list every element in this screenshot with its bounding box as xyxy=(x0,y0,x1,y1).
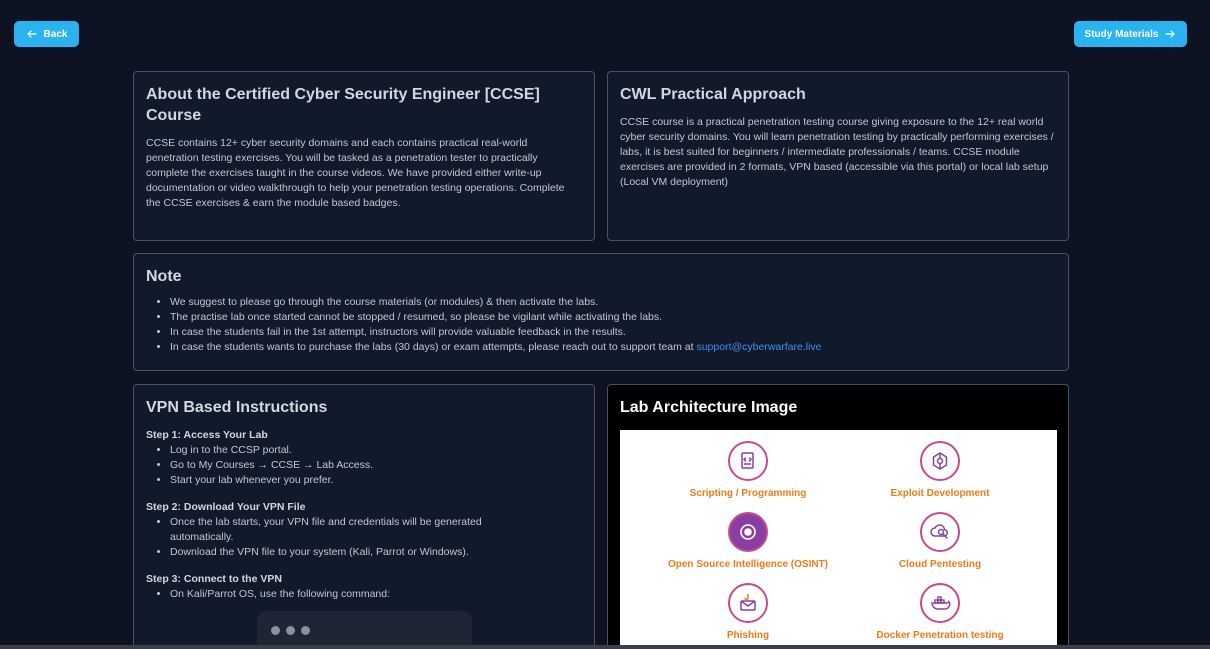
code-document-icon xyxy=(728,441,768,481)
step-1-list xyxy=(146,443,582,488)
arch-item-label: Phishing xyxy=(726,630,770,641)
step-3-title: Step 3: Connect to the VPN xyxy=(146,573,282,585)
note-card xyxy=(133,253,1069,371)
arch-item-phishing xyxy=(648,583,848,641)
docker-whale-icon xyxy=(920,583,960,623)
support-email-link[interactable]: support@cyberwarfare.live xyxy=(696,341,822,353)
arch-item-scripting xyxy=(648,441,848,499)
back-button-label: Back xyxy=(43,28,68,40)
step-item: • Once the lab starts, your VPN file and credentials will be generated automatically. xyxy=(170,515,522,545)
step-2-list xyxy=(146,515,582,560)
arch-item-label: Scripting / Programming xyxy=(689,488,807,499)
arch-item-label: Cloud Pentesting xyxy=(898,559,982,570)
step-item: • Start your lab whenever you prefer. xyxy=(170,473,582,488)
cwl-approach-card xyxy=(607,71,1069,241)
vpn-instructions-card xyxy=(133,384,595,649)
note-item-text: In case the students wants to purchase the labs (30 days) or exam attempts, please reach out to support team at xyxy=(170,341,697,353)
arch-item-label: Exploit Development xyxy=(890,488,990,499)
step-item: • Log in to the CCSP portal. xyxy=(170,443,582,458)
hook-envelope-icon xyxy=(728,583,768,623)
back-button[interactable] xyxy=(14,21,79,47)
hexagon-network-icon xyxy=(920,441,960,481)
arrow-right-icon xyxy=(1164,28,1176,40)
terminal-dot-icon xyxy=(301,626,310,635)
vpn-instructions-title: VPN Based Instructions xyxy=(146,399,328,416)
arrow-left-icon xyxy=(26,28,38,40)
note-list xyxy=(146,295,1056,355)
note-item: • We suggest to please go through the course materials (or modules) & then activate the labs. xyxy=(170,295,1056,310)
step-item: • Download the VPN file to your system (Kali, Parrot or Windows). xyxy=(170,545,522,560)
lab-architecture-card xyxy=(607,384,1069,649)
arch-item-label: Open Source Intelligence (OSINT) xyxy=(667,559,829,570)
terminal-dot-icon xyxy=(271,626,280,635)
eye-lens-icon xyxy=(728,512,768,552)
about-course-body: CCSE contains 12+ cyber security domains and each contains practical real-world penetration testing exercises. You will be tasked as a penetration tester to practically complete the exercises taught in the course videos. We have provided either write-up documentation or video walkthrough to help your penetration testing operations. Complete the CCSE exercises & earn the module based badges. xyxy=(146,137,565,209)
cwl-approach-title: CWL Practical Approach xyxy=(620,86,806,103)
lab-architecture-image xyxy=(620,430,1057,649)
step-2-title: Step 2: Download Your VPN File xyxy=(146,501,306,513)
about-course-card xyxy=(133,71,595,241)
note-item: • The practise lab once started cannot be stopped / resumed, so please be vigilant while activating the labs. xyxy=(170,310,1056,325)
terminal-window xyxy=(257,611,472,649)
lab-architecture-title: Lab Architecture Image xyxy=(620,399,798,416)
cloud-search-icon xyxy=(920,512,960,552)
note-item xyxy=(170,340,1056,355)
arch-item-osint xyxy=(648,512,848,570)
arch-item-docker xyxy=(840,583,1040,641)
arch-item-label: Docker Penetration testing xyxy=(876,630,1004,641)
cwl-approach-body: CCSE course is a practical penetration testing course giving exposure to the 12+ real world cyber security domains. You will learn penetration testing by practically performing exercises / labs, it is best suited for beginners / intermediate professionals / teams. CCSE module exercises are provided in 2 formats, VPN based (accessible via this portal) or local lab setup (Local VM deployment) xyxy=(620,116,1054,188)
arch-item-exploit xyxy=(840,441,1040,499)
study-materials-label: Study Materials xyxy=(1084,28,1159,40)
step-3-list xyxy=(146,587,582,602)
step-1-title: Step 1: Access Your Lab xyxy=(146,429,268,441)
arch-item-cloud xyxy=(840,512,1040,570)
note-title: Note xyxy=(146,268,182,285)
about-course-title: About the Certified Cyber Security Engineer [CCSE] Course xyxy=(146,86,540,124)
terminal-dot-icon xyxy=(286,626,295,635)
horizontal-scrollbar[interactable] xyxy=(0,645,1210,649)
step-item: • Go to My Courses → CCSE → Lab Access. xyxy=(170,458,582,473)
study-materials-button[interactable] xyxy=(1074,21,1187,47)
note-item: • In case the students fail in the 1st attempt, instructors will provide valuable feedback in the results. xyxy=(170,325,1056,340)
step-item: • On Kali/Parrot OS, use the following command: xyxy=(170,587,582,602)
